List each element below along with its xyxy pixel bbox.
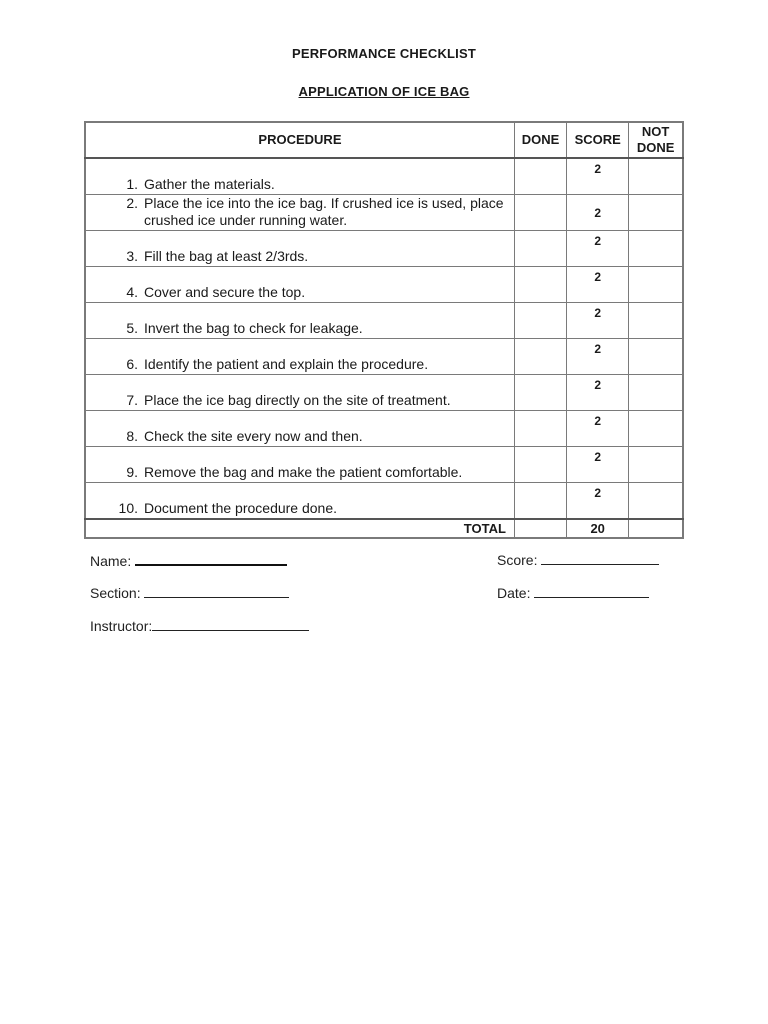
score-cell: 2 (567, 483, 629, 520)
procedure-cell (85, 339, 514, 375)
not-done-cell[interactable] (629, 375, 683, 411)
table-row (85, 231, 683, 267)
procedure-cell (85, 411, 514, 447)
step-text: Gather the materials. (144, 176, 275, 192)
procedure-cell (85, 267, 514, 303)
step-number: 3. (126, 248, 138, 264)
column-header-not-done: NOT DONE (629, 122, 683, 158)
done-cell[interactable] (514, 303, 566, 339)
step-text: Place the ice bag directly on the site of treatment. (144, 392, 451, 408)
name-field (90, 550, 287, 569)
table-row (85, 158, 683, 195)
section-blank-line[interactable] (144, 583, 289, 598)
table-row (85, 339, 683, 375)
done-cell[interactable] (514, 339, 566, 375)
not-done-cell[interactable] (629, 303, 683, 339)
done-cell[interactable] (514, 231, 566, 267)
step-text: Document the procedure done. (144, 500, 338, 516)
not-done-cell[interactable] (629, 195, 683, 231)
procedure-cell (85, 158, 514, 195)
score-cell: 2 (567, 447, 629, 483)
step-number: 2. (126, 195, 138, 211)
not-done-cell[interactable] (629, 411, 683, 447)
done-cell[interactable] (514, 411, 566, 447)
step-number: 4. (126, 284, 138, 300)
total-not-done-cell (629, 519, 683, 538)
not-done-cell[interactable] (629, 483, 683, 520)
name-blank-line[interactable] (135, 550, 287, 566)
procedure-cell (85, 483, 514, 520)
score-label: Score: (497, 552, 538, 568)
name-label: Name: (90, 553, 132, 569)
table-row (85, 195, 683, 231)
section-label: Section: (90, 585, 141, 601)
step-number: 10. (118, 500, 138, 516)
table-row (85, 447, 683, 483)
step-text: Cover and secure the top. (144, 284, 306, 300)
score-cell: 2 (567, 231, 629, 267)
page-subtitle: APPLICATION OF ICE BAG (298, 84, 470, 99)
total-row (85, 519, 683, 538)
table-row (85, 267, 683, 303)
column-header-score: SCORE (567, 122, 629, 158)
total-score-value: 20 (567, 519, 629, 538)
score-cell: 2 (567, 158, 629, 195)
checklist-table (84, 121, 684, 539)
step-text: Fill the bag at least 2/3rds. (144, 248, 309, 264)
total-label: TOTAL (85, 519, 514, 538)
table-row (85, 411, 683, 447)
done-cell[interactable] (514, 483, 566, 520)
not-done-cell[interactable] (629, 339, 683, 375)
done-cell[interactable] (514, 447, 566, 483)
column-header-done: DONE (514, 122, 566, 158)
procedure-cell (85, 375, 514, 411)
not-done-cell[interactable] (629, 447, 683, 483)
not-done-cell[interactable] (629, 267, 683, 303)
table-row (85, 375, 683, 411)
step-number: 7. (126, 392, 138, 408)
procedure-cell (85, 195, 514, 231)
not-done-cell[interactable] (629, 231, 683, 267)
total-done-cell (514, 519, 566, 538)
column-header-procedure: PROCEDURE (85, 122, 514, 158)
step-text: Invert the bag to check for leakage. (144, 320, 363, 336)
page-title: PERFORMANCE CHECKLIST (291, 46, 477, 61)
score-field (497, 550, 659, 568)
table-row (85, 483, 683, 520)
step-text: Remove the bag and make the patient comfortable. (144, 464, 463, 480)
step-number: 5. (126, 320, 138, 336)
score-cell: 2 (567, 339, 629, 375)
step-text: Identify the patient and explain the procedure. (144, 356, 429, 372)
date-label: Date: (497, 585, 531, 601)
score-cell: 2 (567, 375, 629, 411)
procedure-cell (85, 447, 514, 483)
score-cell: 2 (567, 411, 629, 447)
score-cell: 2 (567, 195, 629, 231)
procedure-cell (85, 231, 514, 267)
step-number: 6. (126, 356, 138, 372)
table-row (85, 303, 683, 339)
done-cell[interactable] (514, 195, 566, 231)
date-field (497, 583, 649, 601)
not-done-cell[interactable] (629, 158, 683, 195)
table-header-row (85, 122, 683, 158)
step-text: Place the ice into the ice bag. If crushed ice is used, place crushed ice under running water. (144, 195, 504, 228)
instructor-blank-line[interactable] (152, 616, 309, 631)
score-cell: 2 (567, 267, 629, 303)
step-number: 9. (126, 464, 138, 480)
instructor-label: Instructor: (90, 618, 153, 634)
score-blank-line[interactable] (541, 550, 659, 565)
step-number: 8. (126, 428, 138, 444)
done-cell[interactable] (514, 158, 566, 195)
date-blank-line[interactable] (534, 583, 649, 598)
step-text: Check the site every now and then. (144, 428, 363, 444)
procedure-cell (85, 303, 514, 339)
instructor-field (90, 616, 309, 634)
score-cell: 2 (567, 303, 629, 339)
section-field (90, 583, 289, 601)
done-cell[interactable] (514, 267, 566, 303)
step-number: 1. (126, 176, 138, 192)
done-cell[interactable] (514, 375, 566, 411)
